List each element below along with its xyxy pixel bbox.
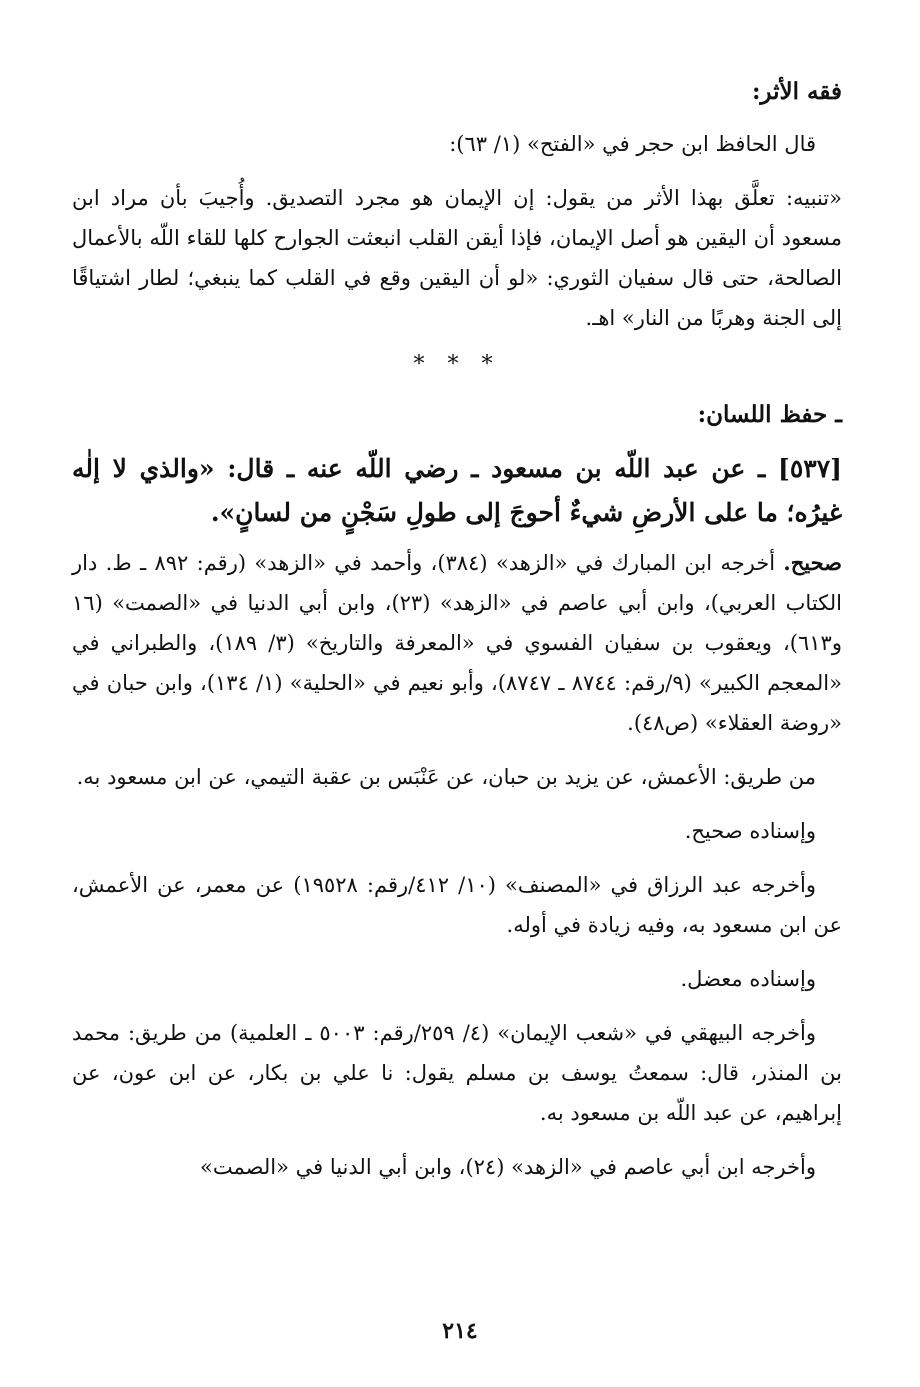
abdulrazzaq-paragraph: وأخرجه عبد الرزاق في «المصنف» (١٠/ ٤١٢/رقم: ١٩٥٢٨) عن معمر، عن الأعمش، عن ابن مسعود به، وفيه زيادة في أوله. (72, 873, 842, 937)
grade-label: صحيح. (783, 550, 842, 575)
entry-text: ـ عن عبد اللّه بن مسعود ـ رضي اللّه عنه ـ قال: «والذي لا إلٰه غيرُه؛ ما على الأرضِ شيءٌ أحوجَ إلى طولِ سَجْنٍ من لسانٍ». (72, 454, 842, 527)
section-heading-lisan: ـ حفظ اللسان: (697, 401, 842, 428)
isnad-sahih: وإسناده صحيح. (684, 819, 816, 843)
takhrij-paragraph (72, 543, 842, 743)
entry-number: [٥٣٧] (778, 454, 842, 483)
athar-entry (72, 447, 842, 535)
page-number: ٢١٤ (442, 1318, 478, 1344)
ibn-hajar-intro: قال الحافظ ابن حجر في «الفتح» (١/ ٦٣): (449, 132, 816, 156)
last-paragraph: وأخرجه ابن أبي عاصم في «الزهد» (٢٤)، وابن أبي الدنيا في «الصمت» (200, 1155, 816, 1179)
takhrij-text: أخرجه ابن المبارك في «الزهد» (٣٨٤)، وأحمد في «الزهد» (رقم: ٨٩٢ ـ ط. دار الكتاب العربي)، وابن أبي عاصم في «الزهد» (٢٣)، وابن أبي الدنيا في «الصمت» (١٦ و٦١٣)، ويعقوب بن سفيان الفسوي في «المعرفة والتاريخ» (٣/ ١٨٩)، والطبراني في «المعجم الكبير» (٩/رقم: ٨٧٤٤ ـ ٨٧٤٧)، وأبو نعيم في «الحلية» (١/ ١٣٤)، وابن حبان في «روضة العقلاء» (ص٤٨). (72, 551, 842, 735)
isnad-mudal: وإسناده معضل. (680, 967, 816, 991)
route-paragraph: من طريق: الأعمش، عن يزيد بن حبان، عن عَنْبَس بن عقبة التيمي، عن ابن مسعود به. (76, 765, 816, 789)
section-separator: * * * (413, 352, 501, 377)
section-heading-fiqh: فقه الأثر: (751, 78, 842, 105)
bayhaqi-paragraph: وأخرجه البيهقي في «شعب الإيمان» (٤/ ٢٥٩/رقم: ٥٠٠٣ ـ العلمية) من طريق: محمد بن المنذر، قال: سمعتُ يوسف بن مسلم يقول: نا علي بن بكار، عن ابن عون، عن إبراهيم، عن عبد اللّه بن مسعود به. (72, 1021, 842, 1125)
ibn-hajar-quote: «تنبيه: تعلَّق بهذا الأثر من يقول: إن الإيمان هو مجرد التصديق. وأُجيبَ بأن مراد ابن مسعود أن اليقين هو أصل الإيمان، فإذا أيقن القلب انبعثت الجوارح كلها للقاء اللّه بالأعمال الصالحة، حتى قال سفيان الثوري: «لو أن اليقين وقع في القلب كما ينبغي؛ لطار اشتياقًا إلى الجنة وهربًا من النار» اهـ. (72, 186, 842, 330)
